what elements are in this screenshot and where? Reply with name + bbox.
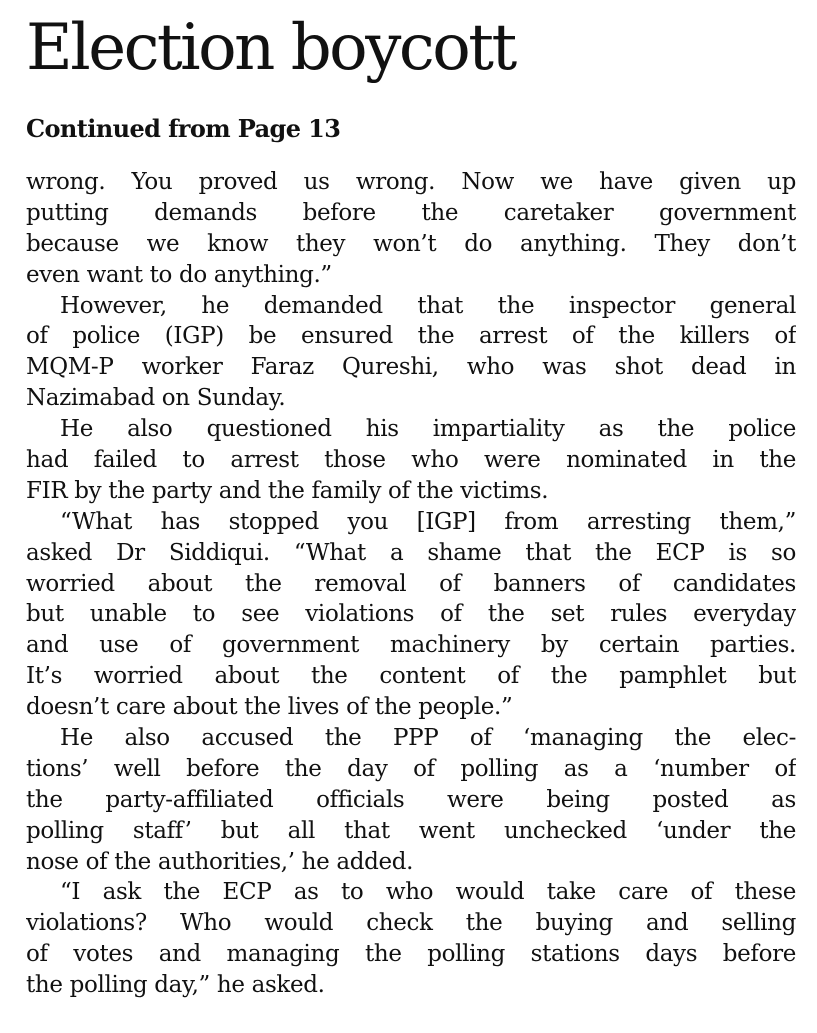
body-line: It’s worried about the content of the pamphlet but: [26, 663, 796, 690]
body-line: because we know they won’t do anything. They don’t: [26, 230, 796, 257]
body-line: putting demands before the caretaker government: [26, 199, 796, 226]
body-line: wrong. You proved us wrong. Now we have given up: [26, 169, 796, 195]
body-line: polling staff’ but all that went unchecked ‘under the: [26, 817, 796, 844]
article: [26, 8, 796, 1001]
body-line: Nazimabad on Sunday.: [26, 385, 286, 412]
body-line: “What has stopped you [IGP] from arresting them,”: [60, 508, 796, 535]
body-line: “I ask the ECP as to who would take care of these: [60, 879, 796, 906]
body-line: even want to do anything.”: [26, 261, 332, 288]
body-line: nose of the authorities,’ he added.: [26, 848, 414, 875]
body-line: the party-affiliated officials were being posted as: [26, 786, 796, 813]
body-line: asked Dr Siddiqui. “What a shame that the ECP is so: [26, 539, 796, 566]
body-line: had failed to arrest those who were nominated in the: [26, 447, 796, 474]
body-line: FIR by the party and the family of the victims.: [26, 477, 549, 504]
body-line: of votes and managing the polling stations days before: [26, 941, 796, 968]
body-line: and use of government machinery by certain parties.: [26, 632, 796, 659]
body-line: doesn’t care about the lives of the people.”: [26, 694, 513, 721]
body-line: the polling day,” he asked.: [26, 972, 325, 999]
headline: Election boycott: [26, 11, 515, 85]
body-line: worried about the removal of banners of candidates: [26, 570, 796, 597]
body-line: He also accused the PPP of ‘managing the elec-: [60, 725, 796, 752]
body-line: but unable to see violations of the set rules everyday: [26, 601, 796, 628]
body-line: violations? Who would check the buying and selling: [26, 910, 796, 937]
body-line: However, he demanded that the inspector general: [60, 292, 796, 319]
body-line: He also questioned his impartiality as the police: [60, 416, 796, 443]
body-line: of police (IGP) be ensured the arrest of the killers of: [26, 323, 796, 350]
body-line: MQM-P worker Faraz Qureshi, who was shot dead in: [26, 354, 796, 381]
body-line: tions’ well before the day of polling as a ‘number of: [26, 755, 796, 782]
continued-from-label: Continued from Page 13: [26, 114, 341, 143]
article-body: [26, 167, 796, 1001]
